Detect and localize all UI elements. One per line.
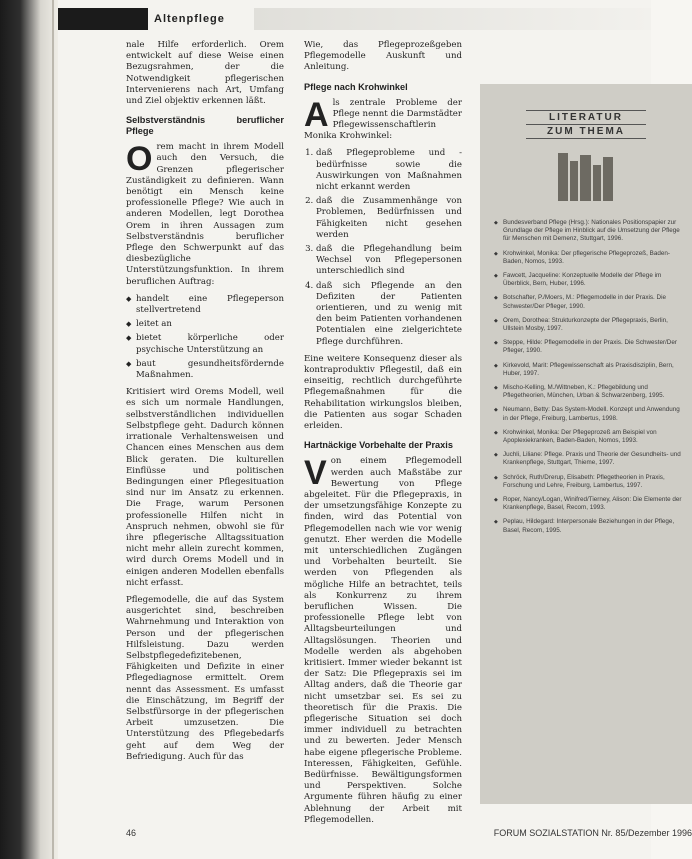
sidebar-heading-line-2: ZUM THEMA <box>526 125 646 139</box>
list-item: ◆ Botschafter, P./Moers, M.: Pflegemodelle in der Praxis. Die Schwester/Der Pfleger, 1990. <box>494 294 682 310</box>
header-bar <box>58 8 651 30</box>
col1-intro: nale Hilfe erforderlich. Orem entwickelt auf diese Weise einen Bezugsrahmen, der die Notwendigkeit pflegerischen Intervenierens nach Art, Umfang und Ziel objektiv erkennen läßt. <box>126 40 284 107</box>
list-item: 4. daß sich Pflegende an den Defiziten der Patienten orientieren, und zu wenig mit den beim Patienten vorhandenen Potentialen eine zielgerichtete Pflege durchführen. <box>316 281 462 348</box>
list-item: ◆ Fawcett, Jacqueline: Konzeptuelle Modelle der Pflege im Überblick, Bern, Huber, 1996. <box>494 272 682 288</box>
col1-para-1-text: rem macht in ihrem Modell auch den Versuch, die Grenzen pflegerischer Zuständigkeit zu definieren. Wann benötigt ein Mensch keine professionelle Pflege? Wie auch in anderen Modellen, legt Dorothea Orem in ihren Aussagen zum Selbstverständnis beruflicher Pflege den Schwerpunkt auf das diesbezügliche Unterstützungsfunktion. In ihrem beruflichen Auftrag: <box>126 142 284 287</box>
col2-para-1-text: ls zentrale Probleme der Pflege nennt die Darmstädter Pflegewissenschaftlerin Monika Krohwinkel: <box>304 97 462 142</box>
list-item: ◆ Roper, Nancy/Logan, Winifred/Tierney, Alison: Die Elemente der Krankenpflege, Basel, Recom, 1993. <box>494 496 682 512</box>
drop-cap-o: O <box>126 140 153 179</box>
list-item: ◆ Juchli, Liliane: Pflege. Praxis und Theorie der Gesundheits- und Krankenpflege, Stuttgart, Thieme, 1997. <box>494 451 682 467</box>
drop-cap-a: A <box>304 95 329 134</box>
col1-para-3: Pflegemodelle, die auf das System ausgerichtet sind, beschreiben Wahrnehmung und Interaktion von Person und der pflegerischen Hilfsleistung. Dazu werden Selbstpflegedefizitebenen, Fähigkeiten und Defizite in einer Pflegediagnose ermittelt. Orem nennt das Assessment. Es umfasst die Einschätzung, im Begriff der Selbstfürsorge in der pflegerischen Arbeit umzusetzen. Die Unterstützung des Pflegebedarfs geht auf dem Weg der Befriedigung. Auch für das <box>126 594 284 762</box>
col2-heading-2: Hartnäckige Vorbehalte der Praxis <box>304 440 453 451</box>
col1-heading: Selbstverständnis beruflicher Pflege <box>126 115 284 137</box>
col2-intro: Wie, das Pflegeprozeßgeben Pflegemodelle Auskunft und Anleitung. <box>304 40 462 73</box>
col2-para-3 <box>304 456 462 826</box>
literature-sidebar <box>480 84 692 804</box>
col2-para-2: Eine weitere Konsequenz dieser als kontraproduktiv Pflegestil, daß ein einseitig, rechtlich durchgeführte Pflegemaßnahmen für die Rehabilitation wirkungslos bleiben, die Patienten aus sogar Schaden erleiden. <box>304 353 462 432</box>
list-item: ◆ Schröck, Ruth/Drerup, Elisabeth: Pflegetheorien in Praxis, Forschung und Lehre, Freiburg, Lambertus, 1997. <box>494 474 682 490</box>
list-item: ◆ Kirkevold, Marit: Pflegewissenschaft als Praxisdisziplin, Bern, Huber, 1997. <box>494 362 682 378</box>
col1-para-1 <box>126 142 284 288</box>
list-item: ◆ Peplau, Hildegard: Interpersonale Beziehungen in der Pflege, Basel, Recom, 1995. <box>494 518 682 534</box>
col1-para-2: Kritisiert wird Orems Modell, weil es sich um normale Handlungen, selbstverständlichen individuellen Selbstpflege geht. Dadurch können irrationale Verhaltensweisen und Chancen eines Menschen aus dem Blick geraten. Die kulturellen Einflüsse und politischen Bedingungen einer Pflegesituation sind nur im Ansatz zu erkennen. Die Frage, warum Personen professionelle Hilfen nicht in Anspruch nehmen, obwohl sie für ihre pflegerische Alltagssituation nicht mehr allein zurecht kommen, wird durch Orems Modell und in einigen anderen Modellen ebenfalls nicht erfasst. <box>126 387 284 588</box>
col2-para-3-text: on einem Pflegemodell werden auch Maßstäbe zur Bewertung von Pflege abgeleitet. Für die Pflegepraxis, in der umsetzungsfähige Konzepte zu finden, wird das Potential von Pflegemodellen nach wie vor wenig genutzt. Eher werden die Modelle mit unterschiedlichen Zugängen und Vorbehalten beurteilt. Sie werden von Pflegenden als mögliche Hilfe an betrachtet, teils als Konkurrenz zu ihrem beruflichen Wissen. Die professionelle Pflege lebt von Alltagsbeurteilungen und Alltagslösungen. Theorien und Modelle werden als abgehoben kritisiert. Immer wieder bekannt ist der Satz: Die Pflegepraxis sei im Alltag anders, daß die Theorie gar nicht umsetzbar sei. Es sei zu theoretisch für die Praxis. Die pflegerische Situation sei doch immer individuell zu betrachten und zu bewerten. Jeder Mensch habe eigene pflegerische Probleme. Interessen, Fähigkeiten, Gefühle. Bedürfnisse. Bewältigungsformen und Perspektiven. Solche Argumente führen häufig zu einer Ablehnung der Arbeit mit Pflegemodellen. <box>304 456 462 825</box>
list-item: ◆ baut gesundheitsfördernde Maßnahmen. <box>126 359 284 381</box>
issue-info: FORUM SOZIALSTATION Nr. 85/Dezember 1996 <box>493 828 692 838</box>
sidebar-heading-line-1: LITERATUR <box>526 110 646 125</box>
list-item: ◆ bietet körperliche oder psychische Unterstützung an <box>126 333 284 355</box>
header-black-block <box>58 8 148 30</box>
list-item: ◆ Krohwinkel, Monika: Der pflegerische Pflegeprozeß, Baden-Baden, Nomos, 1993. <box>494 250 682 266</box>
magazine-page <box>58 0 692 859</box>
list-item: ◆ handelt eine Pflegeperson stellvertretend <box>126 294 284 316</box>
books-icon <box>558 153 614 201</box>
list-item: ◆ Neumann, Betty: Das System-Modell. Konzept und Anwendung in der Pflege, Freiburg, Lambertus, 1998. <box>494 406 682 422</box>
drop-cap-v: V <box>304 454 327 493</box>
list-item: ◆ Orem, Dorothea: Strukturkonzepte der Pflegepraxis, Berlin, Ullstein Mosby, 1997. <box>494 317 682 333</box>
list-item: ◆ Krohwinkel, Monika: Der Pflegeprozeß am Beispiel von Apoplexiekranken, Baden-Baden, Nomos, 1993. <box>494 429 682 445</box>
section-title: Altenpflege <box>148 8 254 30</box>
list-item: ◆ Mischo-Kelling, M./Wittneben, K.: Pflegebildung und Pflegetheorien, München, Urban & Schwarzenberg, 1995. <box>494 384 682 400</box>
sidebar-heading <box>480 110 692 139</box>
col2-para-1 <box>304 95 462 143</box>
list-item: ◆ Steppe, Hilde: Pflegemodelle in der Praxis. Die Schwester/Der Pfleger, 1990. <box>494 339 682 355</box>
page-number: 46 <box>126 828 137 838</box>
header-fade <box>254 8 651 30</box>
col1-bullet-list <box>126 294 284 381</box>
book-spine <box>0 0 58 859</box>
list-item: 1. daß Pflegeprobleme und -bedürfnisse sowie die Auswirkungen von Maßnahmen nicht erkannt werden <box>316 148 462 193</box>
page-footer <box>126 828 692 838</box>
list-item: ◆ Bundesverband Pflege (Hrsg.): Nationales Positionspapier zur Grundlage der Pflege im Hinblick auf die Umsetzung der Pflege für Menschen mit Demenz, Stuttgart, 1996. <box>494 219 682 244</box>
list-item: 2. daß die Zusammenhänge von Problemen, Bedürfnissen und Fähigkeiten nicht gesehen werden <box>316 196 462 241</box>
column-middle <box>304 40 462 832</box>
list-item: 3. daß die Pflegehandlung beim Wechsel von Pflegepersonen unterschiedlich sind <box>316 244 462 278</box>
col2-heading-1: Pflege nach Krohwinkel <box>304 81 408 92</box>
list-item: ◆ leitet an <box>126 319 284 330</box>
column-left <box>126 40 284 769</box>
col2-numbered-list <box>304 148 462 347</box>
reference-list <box>480 219 692 535</box>
